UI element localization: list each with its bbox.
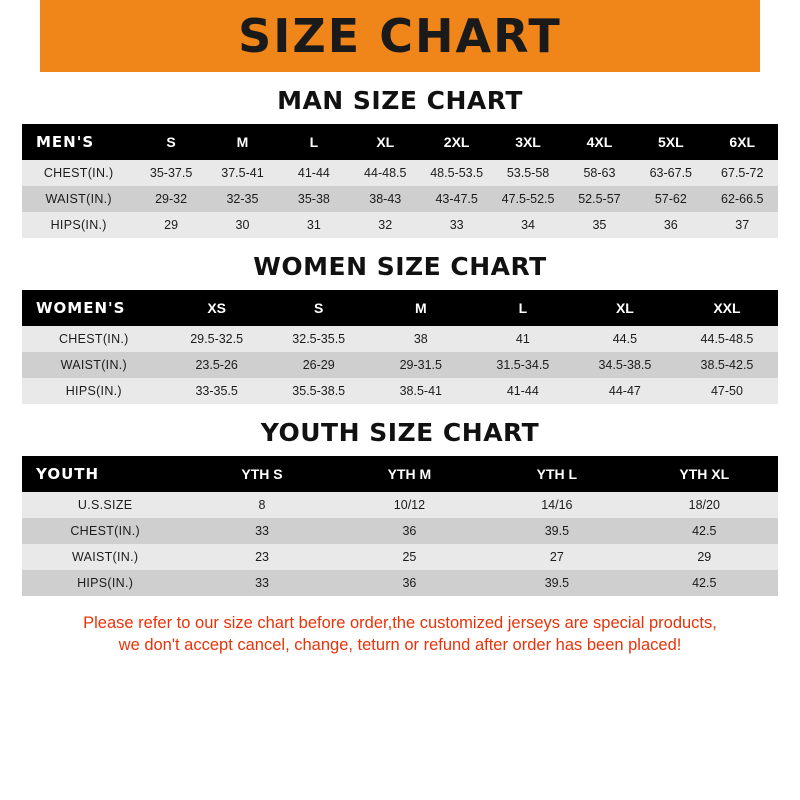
table-cell: 29.5-32.5 [166,326,268,352]
table-cell: 44.5-48.5 [676,326,778,352]
table-cell: 41-44 [278,160,349,186]
table-row [22,378,778,404]
table-row [22,544,778,570]
table-cell: 30 [207,212,278,238]
column-header: 4XL [564,124,635,160]
table-cell: 36 [336,518,483,544]
table-cell: 42.5 [631,570,778,596]
section-women [22,252,778,404]
column-header: M [207,124,278,160]
column-header: YTH S [188,456,335,492]
section-title-youth: YOUTH SIZE CHART [260,418,540,447]
table-cell: 62-66.5 [707,186,778,212]
table-cell: 52.5-57 [564,186,635,212]
table-cell: 48.5-53.5 [421,160,492,186]
table-cell: 37 [707,212,778,238]
table-cell: 38 [370,326,472,352]
table-cell: 36 [635,212,706,238]
table-row [22,212,778,238]
column-header: 6XL [707,124,778,160]
column-header: XL [350,124,421,160]
table-cell: 18/20 [631,492,778,518]
table-head [22,124,778,160]
column-header: M [370,290,472,326]
section-man [22,86,778,238]
row-label: HIPS(IN.) [22,212,135,238]
table-cell: 35-38 [278,186,349,212]
table-body [22,160,778,238]
column-header: XS [166,290,268,326]
column-header: YTH L [483,456,630,492]
row-label: HIPS(IN.) [22,378,166,404]
row-label: CHEST(IN.) [22,326,166,352]
table-cell: 53.5-58 [492,160,563,186]
table-head [22,290,778,326]
column-header: MEN'S [22,124,135,160]
table-women-sizes [22,290,778,404]
column-header: XXL [676,290,778,326]
table-row [22,518,778,544]
column-header: 5XL [635,124,706,160]
table-cell: 29 [135,212,206,238]
table-cell: 29 [631,544,778,570]
column-header: L [472,290,574,326]
table-cell: 31.5-34.5 [472,352,574,378]
table-row [22,492,778,518]
table-header-row [22,290,778,326]
table-youth-sizes [22,456,778,596]
table-row [22,186,778,212]
column-header: YOUTH [22,456,188,492]
table-cell: 10/12 [336,492,483,518]
column-header: L [278,124,349,160]
column-header: 3XL [492,124,563,160]
table-header-row [22,124,778,160]
column-header: YTH XL [631,456,778,492]
table-cell: 26-29 [268,352,370,378]
content-area [0,86,800,657]
table-row [22,570,778,596]
row-label: CHEST(IN.) [22,518,188,544]
table-cell: 41-44 [472,378,574,404]
column-header: YTH M [336,456,483,492]
section-title-women: WOMEN SIZE CHART [253,252,547,281]
row-label: CHEST(IN.) [22,160,135,186]
table-cell: 37.5-41 [207,160,278,186]
row-label: U.S.SIZE [22,492,188,518]
table-cell: 23 [188,544,335,570]
footnote [22,612,778,657]
table-cell: 42.5 [631,518,778,544]
table-head [22,456,778,492]
table-cell: 31 [278,212,349,238]
footnote-line-2: we don't accept cancel, change, teturn or refund after order has been placed! [118,636,682,655]
table-cell: 57-62 [635,186,706,212]
table-cell: 25 [336,544,483,570]
table-cell: 33 [188,518,335,544]
table-cell: 32.5-35.5 [268,326,370,352]
table-cell: 29-32 [135,186,206,212]
column-header: XL [574,290,676,326]
table-cell: 14/16 [483,492,630,518]
table-cell: 32 [350,212,421,238]
table-cell: 44-47 [574,378,676,404]
page-title: SIZE CHART [238,9,562,63]
table-cell: 35 [564,212,635,238]
section-title-man: MAN SIZE CHART [277,86,523,115]
row-label: WAIST(IN.) [22,186,135,212]
table-cell: 35.5-38.5 [268,378,370,404]
table-cell: 33 [421,212,492,238]
table-header-row [22,456,778,492]
table-cell: 38-43 [350,186,421,212]
table-cell: 33-35.5 [166,378,268,404]
table-cell: 43-47.5 [421,186,492,212]
table-row [22,160,778,186]
row-label: WAIST(IN.) [22,352,166,378]
table-cell: 38.5-42.5 [676,352,778,378]
table-cell: 23.5-26 [166,352,268,378]
table-cell: 47.5-52.5 [492,186,563,212]
table-cell: 58-63 [564,160,635,186]
table-cell: 39.5 [483,570,630,596]
column-header: S [135,124,206,160]
column-header: 2XL [421,124,492,160]
table-cell: 38.5-41 [370,378,472,404]
column-header: WOMEN'S [22,290,166,326]
table-cell: 67.5-72 [707,160,778,186]
table-cell: 44-48.5 [350,160,421,186]
table-cell: 63-67.5 [635,160,706,186]
table-cell: 33 [188,570,335,596]
table-cell: 34.5-38.5 [574,352,676,378]
table-cell: 32-35 [207,186,278,212]
table-body [22,492,778,596]
table-row [22,352,778,378]
table-cell: 36 [336,570,483,596]
table-cell: 44.5 [574,326,676,352]
table-cell: 27 [483,544,630,570]
footnote-line-1: Please refer to our size chart before order,the customized jerseys are special products, [83,614,717,632]
table-cell: 34 [492,212,563,238]
table-cell: 39.5 [483,518,630,544]
table-cell: 47-50 [676,378,778,404]
row-label: WAIST(IN.) [22,544,188,570]
table-row [22,326,778,352]
table-cell: 29-31.5 [370,352,472,378]
column-header: S [268,290,370,326]
table-body [22,326,778,404]
header-band [0,0,800,72]
row-label: HIPS(IN.) [22,570,188,596]
table-man-sizes [22,124,778,238]
section-youth [22,418,778,596]
table-cell: 8 [188,492,335,518]
table-cell: 41 [472,326,574,352]
table-cell: 35-37.5 [135,160,206,186]
